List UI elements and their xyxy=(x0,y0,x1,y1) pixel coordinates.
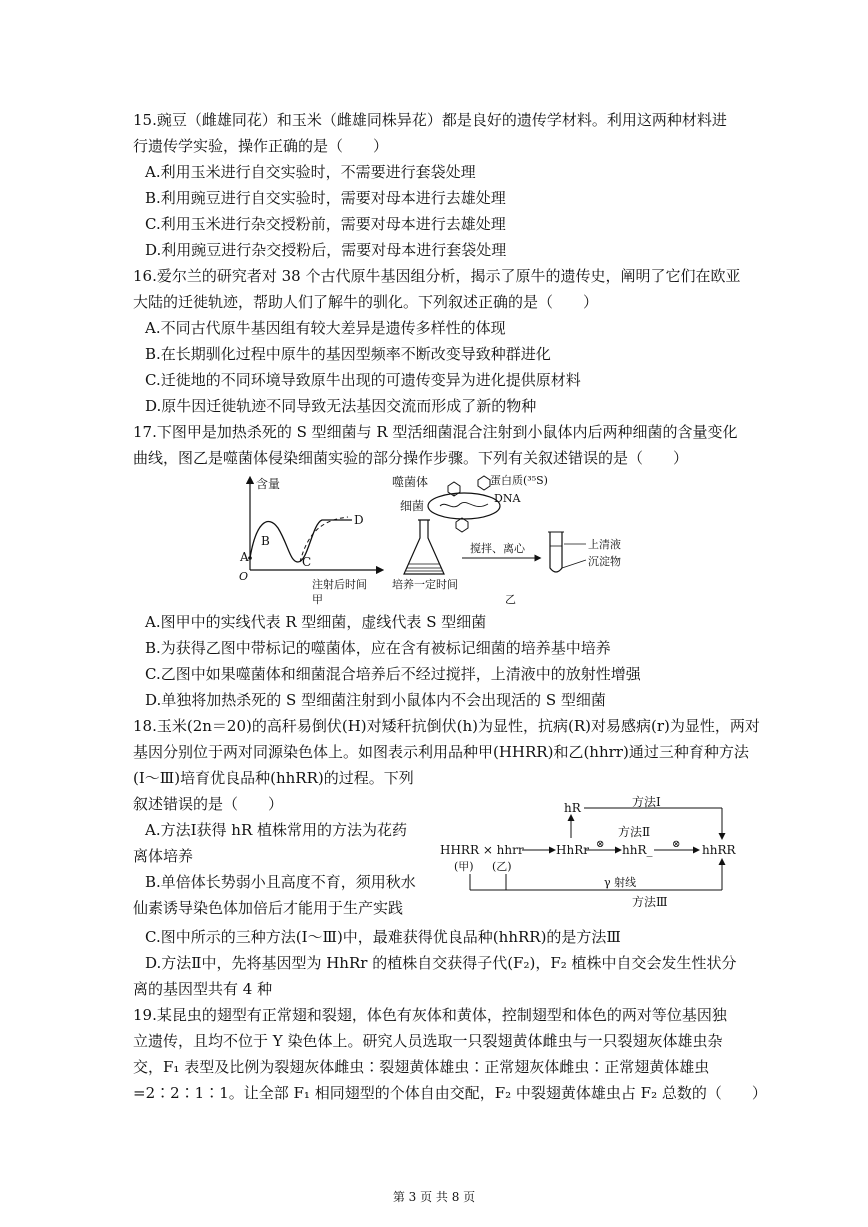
jia-label: (甲) xyxy=(454,860,474,873)
y-axis-label: 含量 xyxy=(256,477,281,491)
q18-stem-line1: 18.玉米(2n＝20)的高秆易倒伏(H)对矮秆抗倒伏(h)为显性，抗病(R)对易感病(r)为显性，两对 xyxy=(133,717,760,735)
yi-label: (乙) xyxy=(492,860,512,873)
stir-label: 搅拌、离心 xyxy=(470,542,525,555)
origin-label: O xyxy=(239,570,249,583)
hhr-label: hhR_ xyxy=(622,843,653,857)
bacterium-cell xyxy=(428,493,500,519)
q16-option-c: C.迁徙地的不同环境导致原牛出现的可遗传变异为进化提供原材料 xyxy=(145,371,581,389)
q18-option-d-line1: D.方法Ⅱ中，先将基因型为 HhRr 的植株自交获得子代(F₂)，F₂ 植株中自交会发生性状分 xyxy=(145,954,737,972)
q18-option-a-line1: A.方法Ⅰ获得 hR 植株常用的方法为花药 xyxy=(145,821,408,839)
point-a xyxy=(248,556,252,560)
phage-icon-right xyxy=(478,476,490,490)
q17-option-b: B.为获得乙图中带标记的噬菌体，应在含有被标记细菌的培养基中培养 xyxy=(145,639,611,657)
gamma-label: γ 射线 xyxy=(604,876,637,889)
bacterium-chromosome xyxy=(440,502,488,506)
self-symbol-1: ⊗ xyxy=(596,839,605,850)
q15-option-b: B.利用豌豆进行自交实验时，需要对母本进行去雄处理 xyxy=(145,189,506,207)
q15-option-c: C.利用玉米进行杂交授粉前，需要对母本进行去雄处理 xyxy=(145,215,506,233)
breeding-diagram xyxy=(436,790,742,912)
bacteria-label: 细菌 xyxy=(400,499,425,513)
q18-stem-line2: 基因分别位于两对同源染色体上。如图表示利用品种甲(HHRR)和乙(hhrr)通过三种育种方法 xyxy=(133,743,749,761)
f1-label: HhRr xyxy=(556,843,589,857)
x-axis-label: 注射后时间 xyxy=(312,578,367,591)
method3-label: 方法Ⅲ xyxy=(632,895,668,909)
page-footer: 第 3 页 共 8 页 xyxy=(392,1190,476,1204)
parents-label: HHRR × hhrr xyxy=(440,843,524,857)
q19-stem-line3: 交，F₁ 表型及比例为裂翅灰体雌虫∶裂翅黄体雄虫∶正常翅灰体雌虫∶正常翅黄体雄虫 xyxy=(133,1058,710,1076)
figure-jia xyxy=(230,472,390,607)
q17-option-c: C.乙图中如果噬菌体和细菌混合培养后不经过搅拌，上清液中的放射性增强 xyxy=(145,665,641,683)
point-d-label: D xyxy=(354,513,364,527)
point-a-label: A xyxy=(240,550,249,564)
q15-option-d: D.利用豌豆进行杂交授粉后，需要对母本进行套袋处理 xyxy=(145,241,507,259)
q15-option-a: A.利用玉米进行自交实验时，不需要进行套袋处理 xyxy=(145,163,476,181)
q18-option-a-line2: 离体培养 xyxy=(133,847,194,865)
figure-yi xyxy=(390,472,640,607)
q19-stem-line4: =2∶2∶1∶1。让全部 F₁ 相同翅型的个体自由交配，F₂ 中裂翅黄体雄虫占 F₂ 总数的（ ） xyxy=(133,1084,767,1102)
hr-label: hR xyxy=(564,801,581,815)
flask-icon xyxy=(404,520,444,574)
protein-label: 蛋白质(³⁵S) xyxy=(490,474,548,487)
q16-stem-line2: 大陆的迁徙轨迹，帮助人们了解牛的驯化。下列叙述正确的是（ ） xyxy=(133,293,599,311)
method2-label: 方法Ⅱ xyxy=(618,825,651,839)
q18-option-b-line2: 仙素诱导染色体加倍后才能用于生产实践 xyxy=(133,899,404,917)
precipitate-label: 沉淀物 xyxy=(588,555,621,568)
point-b-label: B xyxy=(261,534,270,548)
q17-option-d: D.单独将加热杀死的 S 型细菌注射到小鼠体内不会出现活的 S 型细菌 xyxy=(145,691,606,709)
self-symbol-2: ⊗ xyxy=(672,839,681,850)
test-tube-icon xyxy=(550,532,562,572)
q17-stem-line2: 曲线，图乙是噬菌体侵染细菌实验的部分操作步骤。下列有关叙述错误的是（ ） xyxy=(133,449,689,467)
q15-stem-line2: 行遗传学实验，操作正确的是（ ） xyxy=(133,137,389,155)
culture-label: 培养一定时间 xyxy=(392,578,458,591)
supernatant-label: 上清液 xyxy=(588,538,621,551)
q17-option-a: A.图甲中的实线代表 R 型细菌，虚线代表 S 型细菌 xyxy=(145,613,487,631)
phage-icon-bottom xyxy=(456,518,468,532)
figure-yi-caption: 乙 xyxy=(505,593,516,606)
precipitate-pointer xyxy=(562,560,586,568)
q19-stem-line1: 19.某昆虫的翅型有正常翅和裂翅，体色有灰体和黄体，控制翅型和体色的两对等位基因独 xyxy=(133,1006,727,1024)
phage-label: 噬菌体 xyxy=(392,475,429,489)
target-label: hhRR xyxy=(702,843,736,857)
dna-label: DNA xyxy=(494,492,521,505)
q18-stem-line4: 叙述错误的是（ ） xyxy=(133,795,284,813)
q15-stem-line1: 15.豌豆（雌雄同花）和玉米（雌雄同株异花）都是良好的遗传学材料。利用这两种材料进 xyxy=(133,111,727,129)
q19-stem-line2: 立遗传，且均不位于 Y 染色体上。研究人员选取一只裂翅黄体雌虫与一只裂翅灰体雄虫杂 xyxy=(133,1032,723,1050)
figure-jia-caption: 甲 xyxy=(312,593,323,606)
q17-stem-line1: 17.下图甲是加热杀死的 S 型细菌与 R 型活细菌混合注射到小鼠体内后两种细菌的含量变化 xyxy=(133,423,738,441)
q18-option-c: C.图中所示的三种方法(Ⅰ～Ⅲ)中，最难获得优良品种(hhRR)的是方法Ⅲ xyxy=(145,928,621,946)
q18-stem-line3: (Ⅰ～Ⅲ)培育优良品种(hhRR)的过程。下列 xyxy=(133,769,414,787)
point-c-label: C xyxy=(302,555,312,569)
q18-option-b-line1: B.单倍体长势弱小且高度不育，须用秋水 xyxy=(145,873,416,891)
flask-medium xyxy=(406,564,442,571)
q16-stem-line1: 16.爱尔兰的研究者对 38 个古代原牛基因组分析，揭示了原牛的遗传史，阐明了它们在欧亚 xyxy=(133,267,741,285)
q16-option-b: B.在长期驯化过程中原牛的基因型频率不断改变导致种群进化 xyxy=(145,345,551,363)
q18-option-d-line2: 离的基因型共有 4 种 xyxy=(133,980,273,998)
q16-option-d: D.原牛因迁徙轨迹不同导致无法基因交流而形成了新的物种 xyxy=(145,397,537,415)
q16-option-a: A.不同古代原牛基因组有较大差异是遗传多样性的体现 xyxy=(145,319,506,337)
method1-label: 方法Ⅰ xyxy=(632,795,661,809)
